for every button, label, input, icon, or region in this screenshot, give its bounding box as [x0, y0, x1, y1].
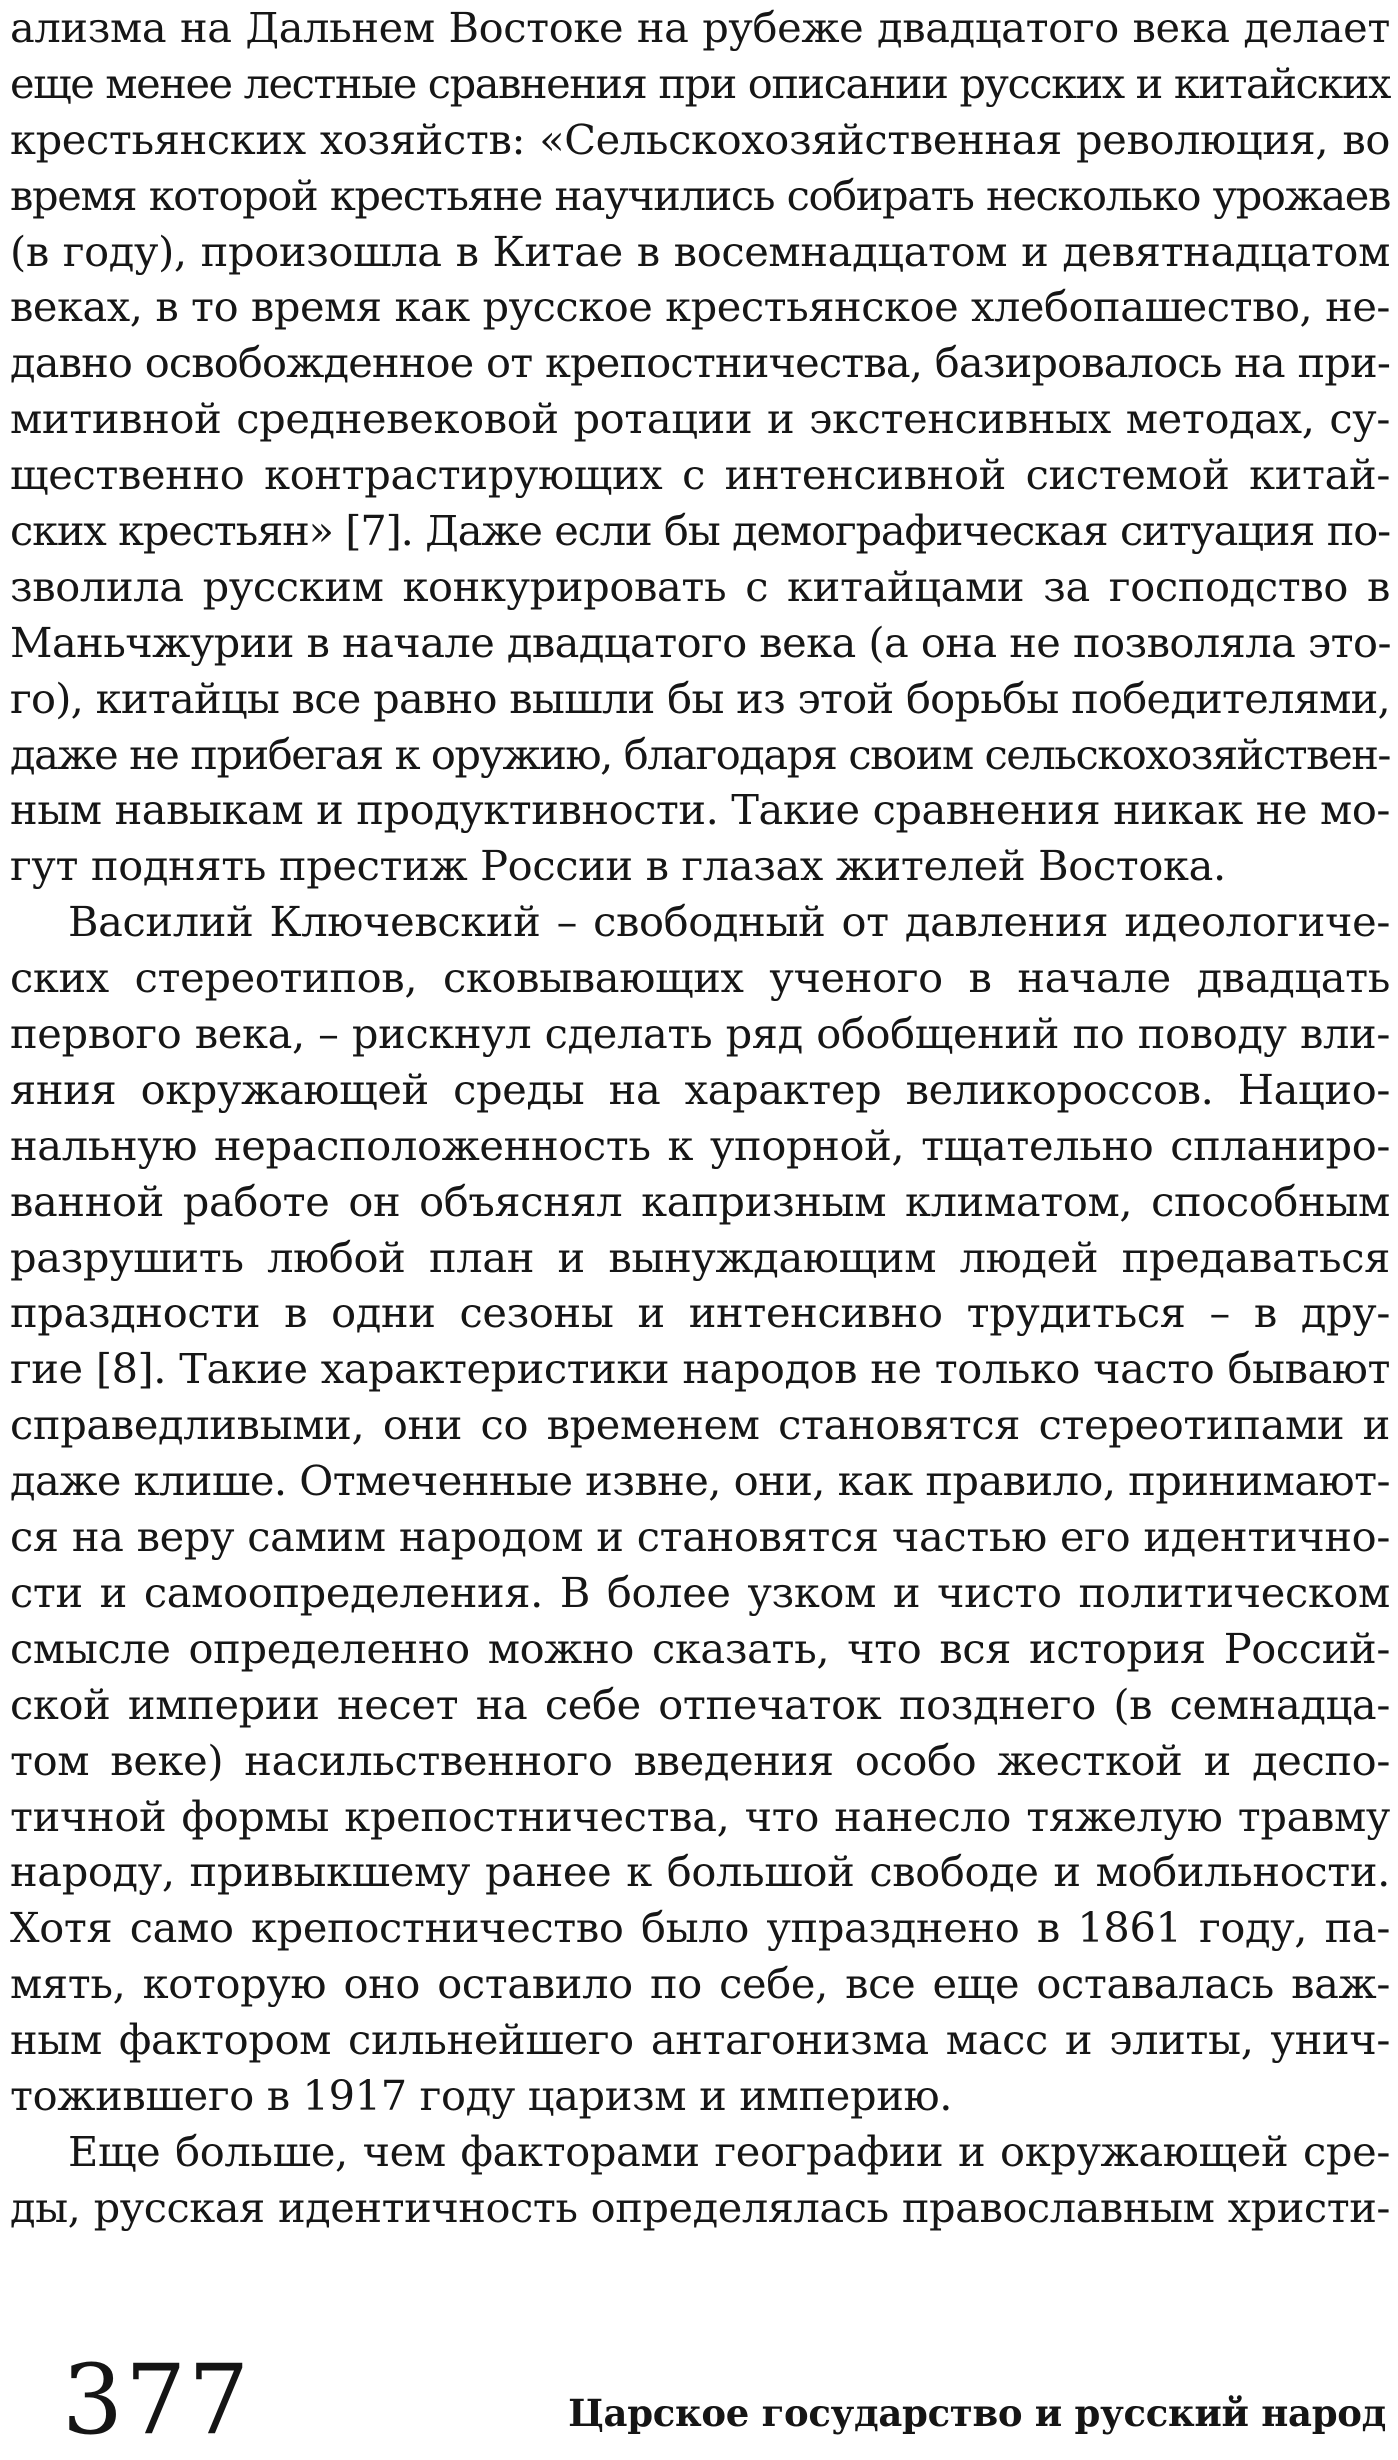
text-line: даже клише. Отмеченные извне, они, как правило, принимают-	[10, 1456, 1390, 1506]
text-line: даже не прибегая к оружию, благодаря своим сельскохозяйствен-	[10, 729, 1390, 779]
text-line: тичной формы крепостничества, что нанесло тяжелую травму	[10, 1791, 1390, 1841]
text-line: мять, которую оно оставило по себе, все еще оставалась важ-	[10, 1959, 1390, 2009]
text-line: том веке) насильственного введения особо жесткой и деспо-	[10, 1735, 1390, 1785]
paragraph	[10, 2124, 1390, 2236]
text-line: Хотя само крепостничество было упразднено в 1861 году, па-	[10, 1903, 1390, 1953]
text-line: зволила русским конкурировать с китайцами за господство в	[10, 561, 1390, 611]
text-line: первого века, – рискнул сделать ряд обобщений по поводу вли-	[10, 1009, 1390, 1059]
text-line: го), китайцы все равно вышли бы из этой борьбы победителями,	[10, 673, 1390, 723]
text-line: митивной средневековой ротации и экстенсивных методах, су-	[10, 394, 1390, 444]
text-line: ным навыкам и продуктивности. Такие сравнения никак не мо-	[10, 785, 1390, 835]
text-line: давно освобожденное от крепостничества, базировалось на при-	[10, 338, 1390, 388]
text-line: ской империи несет на себе отпечаток позднего (в семнадца-	[10, 1679, 1390, 1729]
text-line: (в году), произошла в Китае в восемнадцатом и девятнадцатом	[10, 226, 1390, 276]
text-line: гут поднять престиж России в глазах жителей Востока.	[10, 841, 1226, 891]
text-line: гие [8]. Такие характеристики народов не только часто бывают	[10, 1344, 1390, 1394]
text-line: яния окружающей среды на характер великороссов. Нацио-	[10, 1064, 1390, 1114]
paragraph	[10, 0, 1390, 894]
text-line: ды, русская идентичность определялась православным христи-	[10, 2182, 1390, 2232]
running-head: Царское государство и русский народ	[568, 2391, 1386, 2435]
text-line: Маньчжурии в начале двадцатого века (а она не позволяла это-	[10, 617, 1391, 667]
text-line: ся на веру самим народом и становятся частью его идентично-	[10, 1512, 1390, 1562]
text-line: ванной работе он объяснял капризным климатом, способным	[10, 1176, 1390, 1226]
page-number: 377	[62, 2344, 252, 2456]
text-line: Василий Ключевский – свободный от давления идеологиче-	[68, 897, 1390, 947]
text-line: время которой крестьяне научились собирать несколько урожаев	[10, 170, 1390, 220]
text-line: нальную нерасположенность к упорной, тщательно спланиро-	[10, 1120, 1390, 1170]
page-body	[10, 0, 1390, 2236]
text-line: праздности в одни сезоны и интенсивно трудиться – в дру-	[10, 1288, 1390, 1338]
text-line: Еще больше, чем факторами географии и окружающей сре-	[68, 2126, 1390, 2176]
text-line: сти и самоопределения. В более узком и чисто политическом	[10, 1567, 1390, 1617]
text-column	[10, 0, 1390, 2236]
text-line: ских стереотипов, сковывающих ученого в начале двадцать	[10, 953, 1390, 1003]
page-footer	[0, 2345, 1398, 2460]
paragraph	[10, 894, 1390, 2124]
text-line: щественно контрастирующих с интенсивной системой китай-	[10, 450, 1390, 500]
text-line: разрушить любой план и вынуждающим людей предаваться	[10, 1232, 1390, 1282]
text-line: веках, в то время как русское крестьянское хлебопашество, не-	[10, 282, 1390, 332]
text-line: смысле определенно можно сказать, что вся история Россий-	[10, 1623, 1390, 1673]
text-line: ализма на Дальнем Востоке на рубеже двадцатого века делает	[10, 3, 1390, 52]
text-line: ным фактором сильнейшего антагонизма масс и элиты, унич-	[10, 2015, 1390, 2065]
text-line: справедливыми, они со временем становятся стереотипами и	[10, 1400, 1390, 1450]
text-line: ских крестьян» [7]. Даже если бы демографическая ситуация по-	[10, 506, 1390, 556]
text-line: крестьянских хозяйств: «Сельскохозяйственная революция, во	[10, 114, 1390, 164]
text-line: народу, привыкшему ранее к большой свободе и мобильности.	[10, 1847, 1390, 1897]
text-line: тожившего в 1917 году царизм и империю.	[10, 2070, 953, 2120]
text-line: еще менее лестные сравнения при описании русских и китайских	[10, 58, 1390, 108]
